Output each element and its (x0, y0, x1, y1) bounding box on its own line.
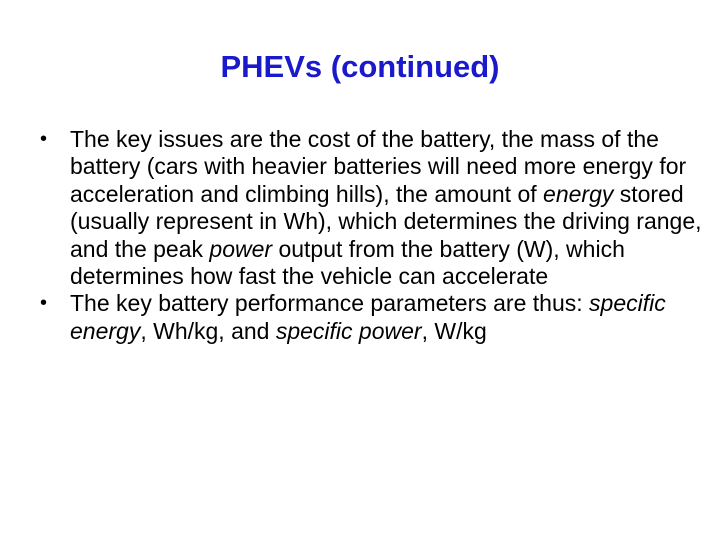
bullet-text-emphasis: specific power (275, 317, 422, 344)
bullet-text-segment: The key battery performance parameters are thus: (70, 290, 590, 317)
bullet-text (70, 126, 702, 289)
bullet-item (40, 290, 710, 345)
bullet-text-segment: output from the battery (W), which determines how fast the vehicle can accelerate (70, 235, 625, 290)
bullet-dot-icon: • (40, 292, 48, 315)
bullet-text-segment: , W/kg (421, 317, 487, 344)
bullet-text-emphasis: power (209, 235, 273, 262)
bullet-item (40, 126, 710, 290)
bullet-text-segment: , Wh/kg, and (140, 317, 276, 344)
bullet-text-emphasis: energy (543, 180, 614, 207)
bullet-text-segment: The key issues are the cost of the battery, the mass of the battery (cars with heavier batteries will need more energy for acceleration and climbing hills), the amount of (70, 126, 687, 207)
bullet-text (70, 290, 666, 343)
bullet-text-emphasis: specific energy (70, 290, 666, 344)
bullet-text-segment: stored (usually represent in Wh), which determines the driving range, and the peak (70, 180, 702, 262)
bullet-dot-icon: • (40, 128, 48, 150)
slide-title: PHEVs (continued) (220, 49, 500, 84)
bullet-list (40, 126, 710, 345)
